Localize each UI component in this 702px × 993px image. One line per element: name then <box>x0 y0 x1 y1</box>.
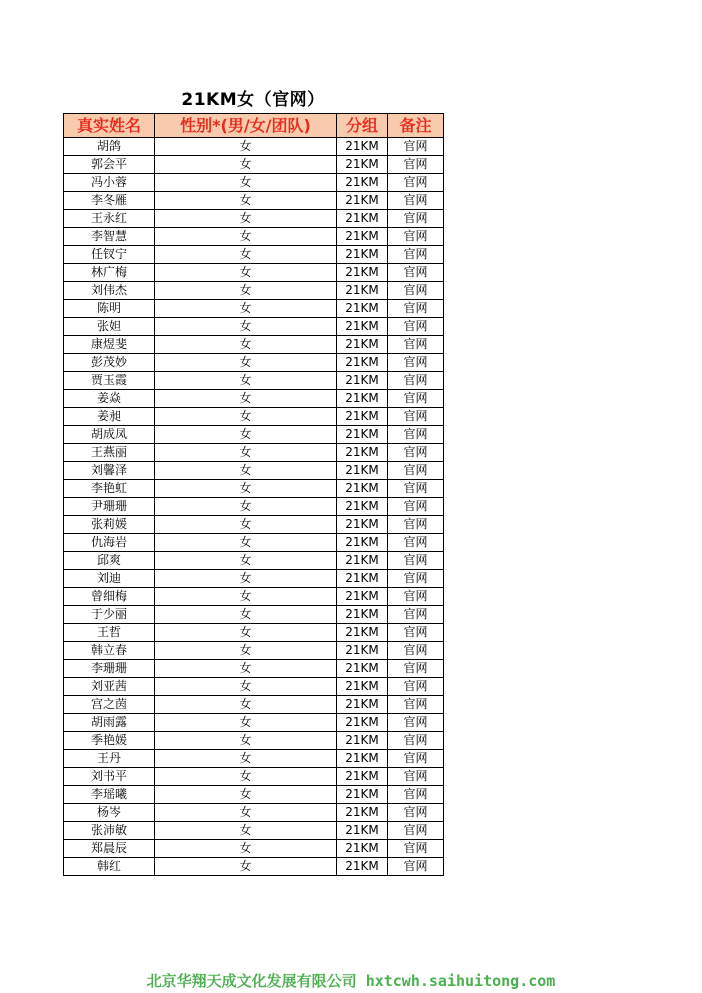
cell-gender: 女 <box>155 552 337 570</box>
table-row <box>64 552 444 570</box>
cell-gender: 女 <box>155 606 337 624</box>
cell-gender: 女 <box>155 264 337 282</box>
cell-remark: 官网 <box>388 426 444 444</box>
table-row <box>64 642 444 660</box>
table-row <box>64 804 444 822</box>
cell-group: 21KM <box>337 444 388 462</box>
cell-remark: 官网 <box>388 822 444 840</box>
cell-gender: 女 <box>155 426 337 444</box>
table-row <box>64 696 444 714</box>
cell-gender: 女 <box>155 444 337 462</box>
cell-remark: 官网 <box>388 336 444 354</box>
cell-gender: 女 <box>155 534 337 552</box>
cell-name: 彭茂妙 <box>64 354 155 372</box>
cell-remark: 官网 <box>388 804 444 822</box>
cell-name: 陈明 <box>64 300 155 318</box>
table-row <box>64 354 444 372</box>
table-row <box>64 300 444 318</box>
cell-remark: 官网 <box>388 552 444 570</box>
cell-name: 韩立春 <box>64 642 155 660</box>
cell-remark: 官网 <box>388 318 444 336</box>
cell-remark: 官网 <box>388 390 444 408</box>
cell-gender: 女 <box>155 408 337 426</box>
cell-gender: 女 <box>155 768 337 786</box>
cell-gender: 女 <box>155 210 337 228</box>
cell-group: 21KM <box>337 678 388 696</box>
cell-remark: 官网 <box>388 228 444 246</box>
cell-name: 胡鸽 <box>64 138 155 156</box>
table-row <box>64 714 444 732</box>
cell-group: 21KM <box>337 462 388 480</box>
cell-name: 姜昶 <box>64 408 155 426</box>
cell-name: 仇海岩 <box>64 534 155 552</box>
cell-name: 王燕丽 <box>64 444 155 462</box>
cell-name: 王哲 <box>64 624 155 642</box>
table-row <box>64 444 444 462</box>
cell-remark: 官网 <box>388 264 444 282</box>
cell-group: 21KM <box>337 192 388 210</box>
table-row <box>64 372 444 390</box>
cell-group: 21KM <box>337 714 388 732</box>
table-row <box>64 858 444 876</box>
cell-gender: 女 <box>155 300 337 318</box>
column-header-group: 分组 <box>337 114 388 138</box>
cell-name: 林广梅 <box>64 264 155 282</box>
cell-name: 郑晨辰 <box>64 840 155 858</box>
cell-gender: 女 <box>155 822 337 840</box>
table-row <box>64 534 444 552</box>
cell-name: 邱爽 <box>64 552 155 570</box>
cell-group: 21KM <box>337 570 388 588</box>
cell-group: 21KM <box>337 516 388 534</box>
cell-remark: 官网 <box>388 156 444 174</box>
cell-group: 21KM <box>337 282 388 300</box>
cell-group: 21KM <box>337 228 388 246</box>
cell-remark: 官网 <box>388 138 444 156</box>
cell-gender: 女 <box>155 156 337 174</box>
cell-remark: 官网 <box>388 480 444 498</box>
cell-remark: 官网 <box>388 588 444 606</box>
cell-group: 21KM <box>337 336 388 354</box>
cell-name: 曾细梅 <box>64 588 155 606</box>
cell-name: 任钗宁 <box>64 246 155 264</box>
cell-gender: 女 <box>155 750 337 768</box>
cell-gender: 女 <box>155 858 337 876</box>
cell-remark: 官网 <box>388 678 444 696</box>
table-row <box>64 840 444 858</box>
cell-name: 张莉媛 <box>64 516 155 534</box>
cell-gender: 女 <box>155 462 337 480</box>
table-row <box>64 588 444 606</box>
cell-gender: 女 <box>155 318 337 336</box>
table-row <box>64 318 444 336</box>
cell-gender: 女 <box>155 642 337 660</box>
cell-name: 张沛敏 <box>64 822 155 840</box>
cell-remark: 官网 <box>388 192 444 210</box>
cell-group: 21KM <box>337 246 388 264</box>
cell-group: 21KM <box>337 426 388 444</box>
table-row <box>64 732 444 750</box>
cell-remark: 官网 <box>388 696 444 714</box>
cell-name: 李艳虹 <box>64 480 155 498</box>
cell-gender: 女 <box>155 678 337 696</box>
cell-remark: 官网 <box>388 840 444 858</box>
cell-name: 宫之茵 <box>64 696 155 714</box>
table-row <box>64 768 444 786</box>
cell-gender: 女 <box>155 570 337 588</box>
cell-gender: 女 <box>155 804 337 822</box>
cell-name: 刘亚茜 <box>64 678 155 696</box>
table-row <box>64 822 444 840</box>
table-row <box>64 462 444 480</box>
cell-name: 康煜斐 <box>64 336 155 354</box>
page-title: 21KM女（官网） <box>181 90 325 110</box>
column-header-name: 真实姓名 <box>64 114 155 138</box>
cell-name: 刘书平 <box>64 768 155 786</box>
table-row <box>64 678 444 696</box>
cell-remark: 官网 <box>388 462 444 480</box>
cell-remark: 官网 <box>388 210 444 228</box>
cell-name: 尹珊珊 <box>64 498 155 516</box>
cell-group: 21KM <box>337 624 388 642</box>
table-row <box>64 408 444 426</box>
cell-remark: 官网 <box>388 786 444 804</box>
cell-name: 于少丽 <box>64 606 155 624</box>
table-row <box>64 156 444 174</box>
cell-remark: 官网 <box>388 858 444 876</box>
cell-gender: 女 <box>155 660 337 678</box>
cell-remark: 官网 <box>388 732 444 750</box>
table-row <box>64 570 444 588</box>
table-row <box>64 480 444 498</box>
table-row <box>64 390 444 408</box>
cell-group: 21KM <box>337 138 388 156</box>
cell-gender: 女 <box>155 498 337 516</box>
table-row <box>64 426 444 444</box>
cell-name: 刘伟杰 <box>64 282 155 300</box>
cell-group: 21KM <box>337 390 388 408</box>
cell-group: 21KM <box>337 840 388 858</box>
cell-gender: 女 <box>155 228 337 246</box>
cell-gender: 女 <box>155 192 337 210</box>
cell-name: 郭会平 <box>64 156 155 174</box>
cell-remark: 官网 <box>388 660 444 678</box>
cell-name: 李瑶曦 <box>64 786 155 804</box>
cell-group: 21KM <box>337 822 388 840</box>
cell-group: 21KM <box>337 732 388 750</box>
cell-gender: 女 <box>155 354 337 372</box>
cell-remark: 官网 <box>388 354 444 372</box>
table-row <box>64 282 444 300</box>
cell-group: 21KM <box>337 156 388 174</box>
cell-group: 21KM <box>337 354 388 372</box>
cell-gender: 女 <box>155 246 337 264</box>
cell-group: 21KM <box>337 264 388 282</box>
cell-remark: 官网 <box>388 444 444 462</box>
table-row <box>64 624 444 642</box>
cell-name: 贾玉霞 <box>64 372 155 390</box>
cell-group: 21KM <box>337 408 388 426</box>
cell-name: 杨岑 <box>64 804 155 822</box>
cell-group: 21KM <box>337 318 388 336</box>
cell-name: 姜焱 <box>64 390 155 408</box>
cell-remark: 官网 <box>388 606 444 624</box>
cell-name: 胡成凤 <box>64 426 155 444</box>
column-header-gender: 性别*(男/女/团队) <box>155 114 337 138</box>
cell-name: 刘迪 <box>64 570 155 588</box>
cell-group: 21KM <box>337 210 388 228</box>
company-footer: 北京华翔天成文化发展有限公司 hxtcwh.saihuitong.com <box>146 972 556 990</box>
cell-group: 21KM <box>337 786 388 804</box>
cell-name: 李珊珊 <box>64 660 155 678</box>
column-header-remark: 备注 <box>388 114 444 138</box>
table-row <box>64 264 444 282</box>
cell-remark: 官网 <box>388 516 444 534</box>
cell-gender: 女 <box>155 390 337 408</box>
table-row <box>64 246 444 264</box>
table-row <box>64 228 444 246</box>
cell-gender: 女 <box>155 336 337 354</box>
table-row <box>64 516 444 534</box>
cell-gender: 女 <box>155 624 337 642</box>
cell-remark: 官网 <box>388 714 444 732</box>
cell-name: 冯小蓉 <box>64 174 155 192</box>
cell-remark: 官网 <box>388 408 444 426</box>
cell-remark: 官网 <box>388 642 444 660</box>
cell-group: 21KM <box>337 660 388 678</box>
cell-group: 21KM <box>337 606 388 624</box>
table-header-row <box>64 114 444 138</box>
table-row <box>64 750 444 768</box>
table-row <box>64 210 444 228</box>
cell-group: 21KM <box>337 804 388 822</box>
cell-gender: 女 <box>155 516 337 534</box>
table-row <box>64 192 444 210</box>
cell-name: 韩红 <box>64 858 155 876</box>
cell-remark: 官网 <box>388 282 444 300</box>
cell-name: 张妲 <box>64 318 155 336</box>
cell-remark: 官网 <box>388 372 444 390</box>
cell-name: 王永红 <box>64 210 155 228</box>
cell-remark: 官网 <box>388 570 444 588</box>
table-row <box>64 786 444 804</box>
cell-remark: 官网 <box>388 768 444 786</box>
cell-name: 季艳媛 <box>64 732 155 750</box>
cell-remark: 官网 <box>388 624 444 642</box>
table-row <box>64 174 444 192</box>
cell-group: 21KM <box>337 768 388 786</box>
cell-remark: 官网 <box>388 174 444 192</box>
cell-name: 王丹 <box>64 750 155 768</box>
registration-table <box>63 113 444 876</box>
cell-gender: 女 <box>155 714 337 732</box>
table-body <box>64 138 444 876</box>
cell-name: 李冬雁 <box>64 192 155 210</box>
cell-gender: 女 <box>155 480 337 498</box>
cell-gender: 女 <box>155 282 337 300</box>
cell-gender: 女 <box>155 138 337 156</box>
table-row <box>64 336 444 354</box>
cell-group: 21KM <box>337 534 388 552</box>
cell-group: 21KM <box>337 174 388 192</box>
cell-remark: 官网 <box>388 534 444 552</box>
cell-remark: 官网 <box>388 750 444 768</box>
cell-remark: 官网 <box>388 246 444 264</box>
cell-group: 21KM <box>337 498 388 516</box>
cell-gender: 女 <box>155 732 337 750</box>
cell-gender: 女 <box>155 174 337 192</box>
cell-gender: 女 <box>155 840 337 858</box>
cell-group: 21KM <box>337 696 388 714</box>
cell-gender: 女 <box>155 372 337 390</box>
cell-gender: 女 <box>155 696 337 714</box>
cell-name: 李智慧 <box>64 228 155 246</box>
cell-name: 刘馨泽 <box>64 462 155 480</box>
cell-remark: 官网 <box>388 498 444 516</box>
cell-name: 胡雨露 <box>64 714 155 732</box>
cell-group: 21KM <box>337 858 388 876</box>
cell-group: 21KM <box>337 588 388 606</box>
cell-group: 21KM <box>337 480 388 498</box>
cell-group: 21KM <box>337 552 388 570</box>
cell-group: 21KM <box>337 372 388 390</box>
cell-group: 21KM <box>337 300 388 318</box>
cell-gender: 女 <box>155 588 337 606</box>
cell-group: 21KM <box>337 642 388 660</box>
cell-group: 21KM <box>337 750 388 768</box>
table-row <box>64 498 444 516</box>
table-row <box>64 660 444 678</box>
table-row <box>64 606 444 624</box>
table-row <box>64 138 444 156</box>
cell-remark: 官网 <box>388 300 444 318</box>
cell-gender: 女 <box>155 786 337 804</box>
